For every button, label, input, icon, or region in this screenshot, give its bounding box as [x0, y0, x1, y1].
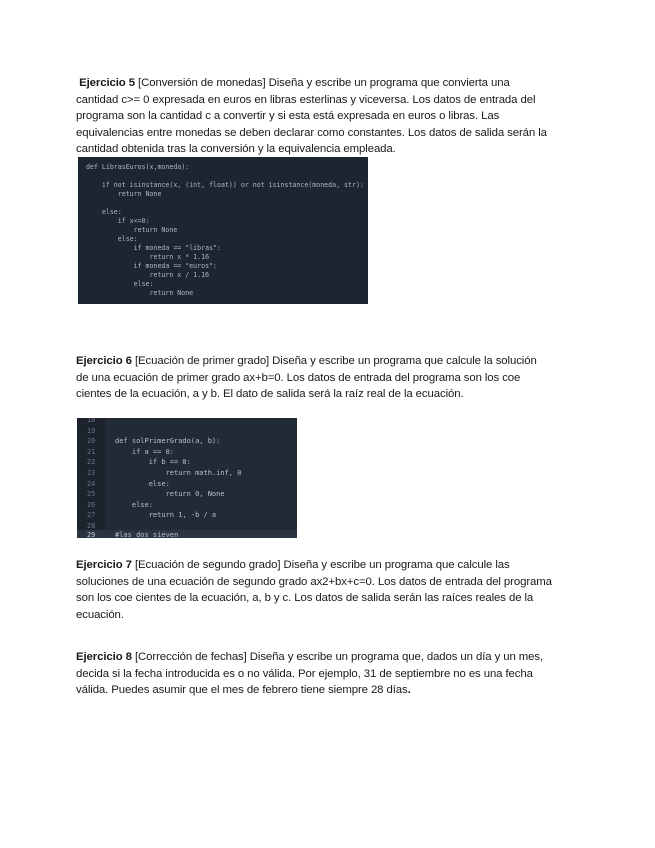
- exercise-6-line-2: de una ecuación de primer grado ax+b=0. Los datos de entrada del programa son los coe: [76, 371, 521, 384]
- exercise-6-line-3: cientes de la ecuación, a y b. El dato de salida será la raíz real de la ecuación.: [76, 388, 464, 401]
- exercise-6-line-1: Ejercicio 6 [Ecuación de primer grado] Diseña y escribe un programa que calcule la solución: [76, 355, 537, 367]
- code-row: 27 return 1, -b / a: [87, 511, 217, 520]
- exercise-5-text: [76, 75, 586, 158]
- code-line: if moneda == "libras":: [86, 244, 221, 252]
- exercise-5-line-2: cantidad c>= 0 expresada en euros en libras esterlinas y viceversa. Los datos de entrada del: [76, 93, 536, 106]
- exercise-7-title: Ejercicio 7: [76, 559, 132, 571]
- exercise-5-line-1: Ejercicio 5 [Conversión de monedas] Diseña y escribe un programa que convierta una: [79, 77, 510, 89]
- code-row: 23 return math.inf, 0: [87, 469, 242, 477]
- exercise-8-line-3: válida. Puedes asumir que el mes de febrero tiene siempre 28 días.: [76, 684, 411, 697]
- exercise-8-line-1: Ejercicio 8 [Corrección de fechas] Diseña y escribe un programa que, dados un día y un mes,: [76, 651, 544, 663]
- exercise-7-line-1: Ejercicio 7 [Ecuación de segundo grado] Diseña y escribe un programa que calcule las: [76, 559, 510, 571]
- exercise-5-line-4: equivalencias entre monedas se deben declarar como constantes. Los datos de salida serán la: [76, 126, 547, 139]
- code-row: 24 else:: [87, 479, 170, 488]
- code-line: else:: [86, 208, 122, 216]
- code-row: 28: [87, 522, 96, 530]
- code-line: return None: [86, 289, 194, 297]
- code-row: 19: [87, 426, 96, 435]
- exercise-8-line-2: decida si la fecha introducida es o no válida. Por ejemplo, 31 de septiembre no es una fecha: [76, 667, 533, 680]
- code-line: if not isinstance(x, (int, float)) or not isinstance(moneda, str):: [86, 181, 364, 189]
- exercise-8-title: Ejercicio 8: [76, 651, 132, 663]
- exercise-6-title: Ejercicio 6: [76, 355, 132, 367]
- exercise-5-line-3: programa son la cantidad c a convertir y si esta está expresada en euros o libras. Las: [76, 110, 500, 123]
- code-row: 20 def solPrimerGrado(a, b):: [87, 437, 221, 446]
- code-line: return None: [86, 226, 178, 234]
- exercise-7-text: [76, 557, 586, 623]
- code-row: 21 if a == 0:: [87, 447, 175, 456]
- exercise-5-code-screenshot: [78, 157, 368, 304]
- exercise-5-title: Ejercicio 5: [79, 77, 135, 89]
- code-line: def LibrasEuros(x,moneda):: [86, 163, 190, 171]
- code-line: else:: [86, 235, 138, 243]
- exercise-6-code-screenshot: [77, 418, 297, 538]
- code-row: 18: [87, 418, 96, 424]
- exercise-7-line-4: ecuación.: [76, 608, 124, 621]
- exercise-6-text: [76, 353, 586, 403]
- code-row-current: 29 #las dos sieven: [77, 530, 297, 538]
- exercise-7-line-3: son los coe cientes de la ecuación, a, b y c. Los datos de salida serán las raíces reales de la: [76, 592, 534, 605]
- code-line: if moneda == "euros":: [86, 262, 218, 270]
- code-line: if x<=0:: [86, 217, 150, 225]
- exercise-8-text: [76, 649, 586, 699]
- code-row: 26 else:: [87, 500, 153, 509]
- code-row: 25 return 0, None: [87, 490, 225, 499]
- code-line: return x * 1.16: [86, 253, 210, 261]
- exercise-5-line-5: cantidad obtenida tras la conversión y la equivalencia empleada.: [76, 143, 396, 156]
- code-line: return None: [86, 190, 162, 198]
- code-row: 22 if b == 0:: [87, 458, 191, 467]
- code-line: return x / 1.16: [86, 271, 210, 279]
- code-line: else:: [86, 280, 154, 288]
- exercise-7-line-2: soluciones de una ecuación de segundo grado ax2+bx+c=0. Los datos de entrada del programa: [76, 575, 552, 588]
